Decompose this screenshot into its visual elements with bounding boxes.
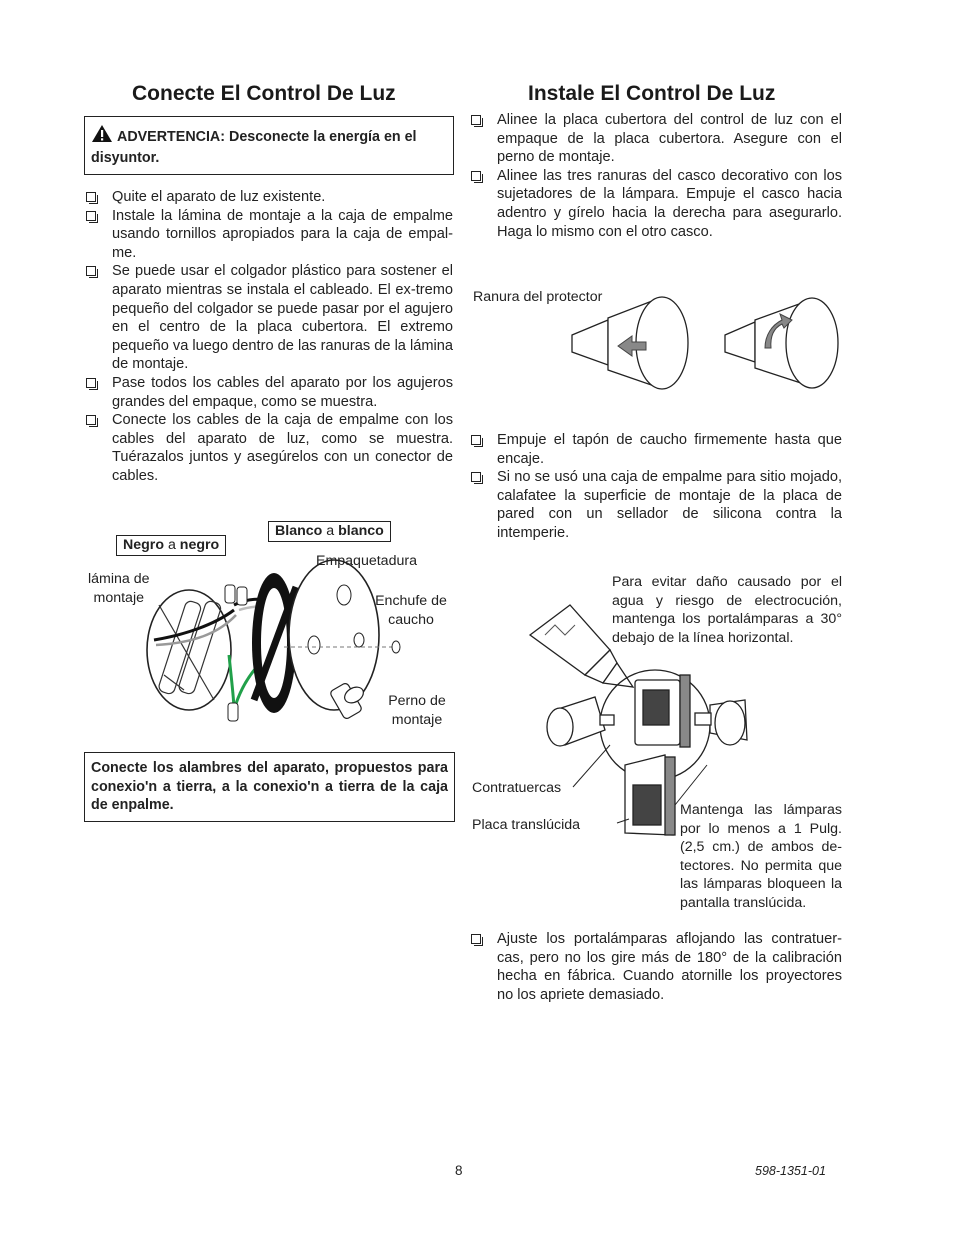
list-item: Empuje el tapón de caucho firmemente hasta que encaje. (469, 431, 842, 468)
checkbox-icon (86, 192, 96, 202)
list-item: Conecte los cables de la caja de empalme con los cables del aparato de luz, como se muestra. Tuérazalos juntos y asegúrelos con un conector de cables. (84, 411, 453, 485)
checkbox-icon (471, 934, 481, 944)
warning-text: ADVERTENCIA: Desconecte la energía en el disyuntor. (91, 129, 417, 166)
list-item: Ajuste los portalámparas aflojando las contratuer-cas, pero no los gire más de 180° de la calibración hecha en fábrica. Cuando atornille los proyectores no los apriete demasiado. (469, 930, 842, 1004)
warning-icon (91, 124, 113, 149)
label-lamina: lámina de montaje (88, 571, 150, 606)
list-item: Alinee las tres ranuras del casco decorativo con los sujetadores de la lámpara. Empuje el casco hacia adentro y gírelo hacia la derecha para asegurarlo. Haga lo mismo con el otro casco. (469, 167, 842, 241)
label-perno: Perno de montaje (388, 693, 446, 728)
checkbox-icon (471, 171, 481, 181)
right-checklist-bottom (469, 930, 842, 1004)
tag-blanco: Blanco a blanco (268, 521, 391, 542)
label-empaquetadura: Empaquetadura (316, 553, 417, 569)
shield-diagram (560, 290, 850, 400)
list-item: Instale la lámina de montaje a la caja de empalme usando tornillos apropiados para la caja de empal-me. (84, 207, 453, 263)
document-code: 598-1351-01 (755, 1164, 826, 1178)
left-section-title: Conecte El Control De Luz (132, 82, 396, 105)
checkbox-icon (86, 211, 96, 221)
label-placa: Placa translúcida (472, 817, 581, 833)
page-number: 8 (455, 1163, 463, 1178)
callout-lamp-distance: Mantenga las lámparas por lo menos a 1 Pulg. (2,5 cm.) de ambos de-tectores. No permita que las lámparas bloqueen la pantalla translúcida. (680, 802, 842, 911)
checkbox-icon (471, 435, 481, 445)
label-contratuercas: Contratuercas (472, 780, 562, 796)
list-item: Quite el aparato de luz existente. (84, 188, 453, 207)
checkbox-icon (471, 472, 481, 482)
right-section-title: Instale El Control De Luz (528, 82, 776, 105)
list-item: Alinee la placa cubertora del control de luz con el empaque de la placa cubertora. Asegure con el perno de montaje. (469, 111, 842, 167)
list-item: Pase todos los cables del aparato por los agujeros grandes del empaque, como se muestra. (84, 374, 453, 411)
callout-30-degrees: Para evitar daño causado por el agua y riesgo de electrocución, mantenga los portalámparas a 30° debajo de la línea horizontal. (612, 574, 842, 646)
label-ranura: Ranura del protector (473, 289, 603, 305)
checkbox-icon (86, 415, 96, 425)
right-checklist-top (469, 111, 842, 241)
list-item: Se puede usar el colgador plástico para sostener el aparato mientras se instala el cableado. El ex-tremo pequeño del colgador se puede pasar por el agujero en el centro de la placa cubertora. El extremo pequeño va luego dentro de las ranuras de la lámina de montaje. (84, 262, 453, 374)
label-enchufe: Enchufe de caucho (375, 593, 447, 628)
checkbox-icon (471, 115, 481, 125)
list-item: Si no se usó una caja de empalme para sitio mojado, calafatee la superficie de montaje de la placa de pared con un sellador de silicona contra la intemperie. (469, 468, 842, 542)
checkbox-icon (86, 378, 96, 388)
right-checklist-mid (469, 431, 842, 543)
checkbox-icon (86, 266, 96, 276)
warning-box (84, 116, 454, 175)
grounding-note: Conecte los alambres del aparato, propuestos para conexio'n a tierra, a la conexio'n a tierra de la caja de enpalme. (84, 752, 455, 822)
left-checklist (84, 188, 453, 486)
tag-negro: Negro a negro (116, 535, 226, 556)
